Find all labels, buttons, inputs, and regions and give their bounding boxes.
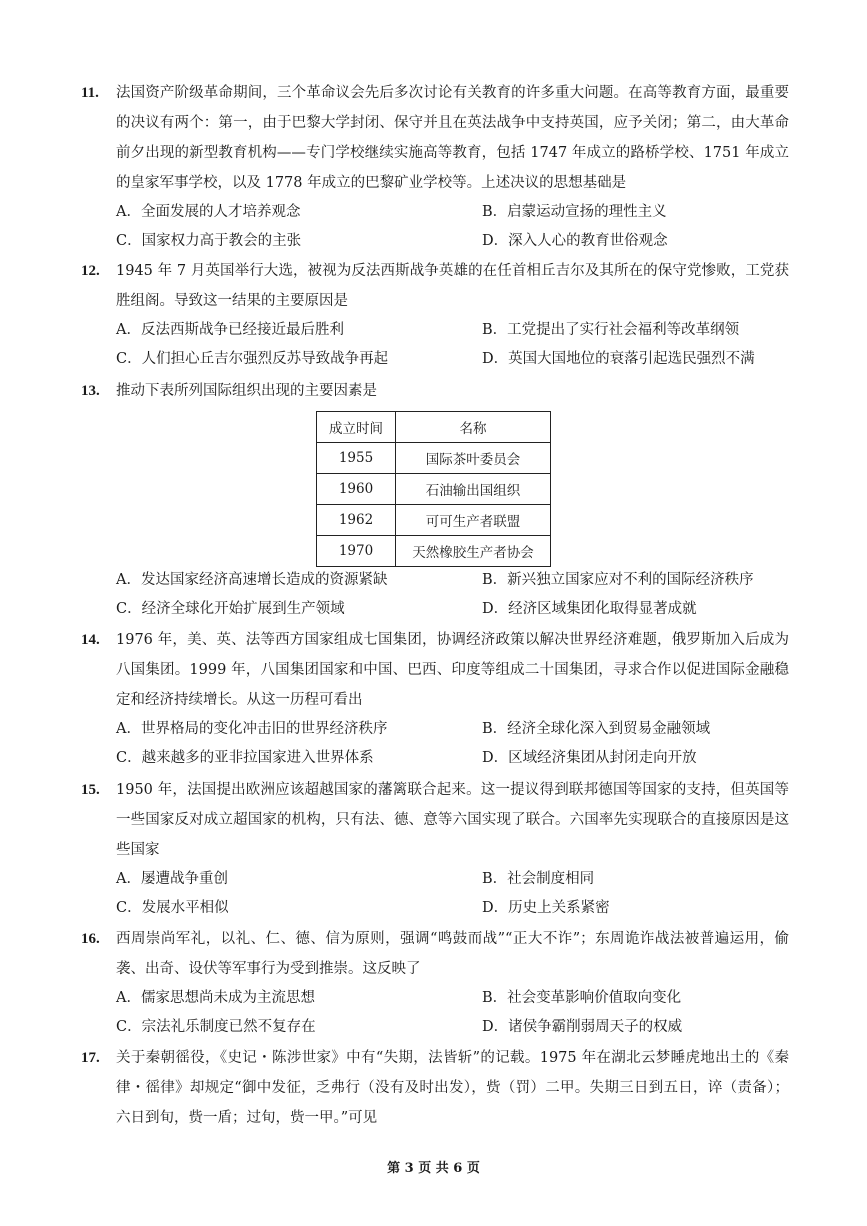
table-header-row	[317, 412, 551, 443]
organizations-table	[316, 411, 551, 567]
question-number: 11.	[81, 85, 99, 101]
table-header: 名称	[396, 412, 551, 443]
options	[116, 715, 789, 773]
question-13	[81, 376, 789, 406]
options	[116, 865, 789, 923]
question-stem: 1976 年，美、英、法等西方国家组成七国集团，协调经济政策以解决世界经济难题，俄罗斯加入后成为八国集团。1999 年，八国集团国家和中国、巴西、印度等组成二十国集团，寻求合作以促进国际金融稳定和经济持续增长。从这一历程可看出	[116, 632, 789, 708]
option-c: C．经济全球化开始扩展到生产领域	[116, 601, 345, 617]
option-c: C．发展水平相似	[116, 900, 229, 916]
option-c: C．越来越多的亚非拉国家进入世界体系	[116, 750, 374, 766]
question-15	[81, 775, 789, 923]
table-cell: 1960	[317, 474, 396, 505]
question-stem: 推动下表所列国际组织出现的主要因素是	[116, 383, 377, 399]
question-17	[81, 1043, 789, 1133]
option-d: D．诸侯争霸削弱周天子的权威	[482, 1019, 683, 1035]
question-16	[81, 924, 789, 1042]
question-stem: 1950 年，法国提出欧洲应该超越国家的藩篱联合起来。这一提议得到联邦德国等国家的支持，但英国等一些国家反对成立超国家的机构，只有法、德、意等六国实现了联合。六国率先实现联合的直接原因是这些国家	[116, 782, 789, 858]
question-stem: 1945 年 7 月英国举行大选，被视为反法西斯战争英雄的在任首相丘吉尔及其所在的保守党惨败，工党获胜组阁。导致这一结果的主要原因是	[116, 263, 789, 309]
options	[116, 198, 789, 256]
question-stem: 西周崇尚军礼，以礼、仁、德、信为原则，强调“鸣鼓而战”“正大不诈”；东周诡诈战法被普遍运用，偷袭、出奇、设伏等军事行为受到推崇。这反映了	[116, 931, 789, 977]
question-stem: 法国资产阶级革命期间，三个革命议会先后多次讨论有关教育的许多重大问题。在高等教育方面，最重要的决议有两个：第一，由于巴黎大学封闭、保守并且在英法战争中支持英国，应予关闭；第二，由大革命前夕出现的新型教育机构——专门学校继续实施高等教育，包括 1747 年成立的路桥学校、1751 年成立的皇家军事学校，以及 1778 年成立的巴黎矿业学校等。上述决议的思想基础是	[116, 85, 789, 191]
option-c: C．国家权力高于教会的主张	[116, 233, 302, 249]
option-a: A．反法西斯战争已经接近最后胜利	[116, 322, 344, 338]
question-number: 17.	[81, 1050, 100, 1066]
table-cell: 1962	[317, 505, 396, 536]
table-cell: 国际茶叶委员会	[396, 443, 551, 474]
option-b: B．社会制度相同	[482, 871, 595, 887]
question-number: 16.	[81, 931, 100, 947]
option-b: B．启蒙运动宣扬的理性主义	[482, 204, 667, 220]
table-cell: 1955	[317, 443, 396, 474]
question-number: 15.	[81, 782, 100, 798]
table-row	[317, 505, 551, 536]
option-d: D．深入人心的教育世俗观念	[482, 233, 668, 249]
table-cell: 天然橡胶生产者协会	[396, 536, 551, 567]
option-a: A．儒家思想尚未成为主流思想	[116, 990, 315, 1006]
table-cell: 可可生产者联盟	[396, 505, 551, 536]
table-header: 成立时间	[317, 412, 396, 443]
option-a: A．发达国家经济高速增长造成的资源紧缺	[116, 572, 388, 588]
option-a: A．全面发展的人才培养观念	[116, 204, 301, 220]
question-stem: 关于秦朝徭役，《史记・陈涉世家》中有“失期，法皆斩”的记载。1975 年在湖北云梦睡虎地出土的《秦律・徭律》却规定“御中发征，乏弗行（没有及时出发），赀（罚）二甲。失期三日到五日，谇（责备）；六日到旬，赀一盾；过旬，赀一甲。”可见	[116, 1050, 789, 1126]
options	[116, 316, 789, 374]
table-row	[317, 474, 551, 505]
option-d: D．经济区域集团化取得显著成就	[482, 601, 697, 617]
question-14	[81, 625, 789, 773]
question-number: 12.	[81, 263, 100, 279]
question-number: 13.	[81, 383, 100, 399]
option-b: B．工党提出了实行社会福利等改革纲领	[482, 322, 740, 338]
option-d: D．英国大国地位的衰落引起选民强烈不满	[482, 351, 755, 367]
question-number: 14.	[81, 632, 100, 648]
table-row	[317, 536, 551, 567]
option-d: D．历史上关系紧密	[482, 900, 610, 916]
option-b: B．新兴独立国家应对不利的国际经济秩序	[482, 572, 754, 588]
option-b: B．经济全球化深入到贸易金融领域	[482, 721, 711, 737]
table-cell: 1970	[317, 536, 396, 567]
table-row	[317, 443, 551, 474]
option-a: A．屡遭战争重创	[116, 871, 228, 887]
question-12	[81, 256, 789, 374]
question-13-options	[81, 566, 789, 624]
option-d: D．区域经济集团从封闭走向开放	[482, 750, 697, 766]
option-c: C．人们担心丘吉尔强烈反苏导致战争再起	[116, 351, 389, 367]
options	[116, 566, 789, 624]
option-c: C．宗法礼乐制度已然不复存在	[116, 1019, 316, 1035]
question-11	[81, 78, 789, 256]
table-cell: 石油输出国组织	[396, 474, 551, 505]
option-b: B．社会变革影响价值取向变化	[482, 990, 682, 1006]
options	[116, 984, 789, 1042]
option-a: A．世界格局的变化冲击旧的世界经济秩序	[116, 721, 388, 737]
page-footer: 第 3 页 共 6 页	[387, 1161, 480, 1176]
